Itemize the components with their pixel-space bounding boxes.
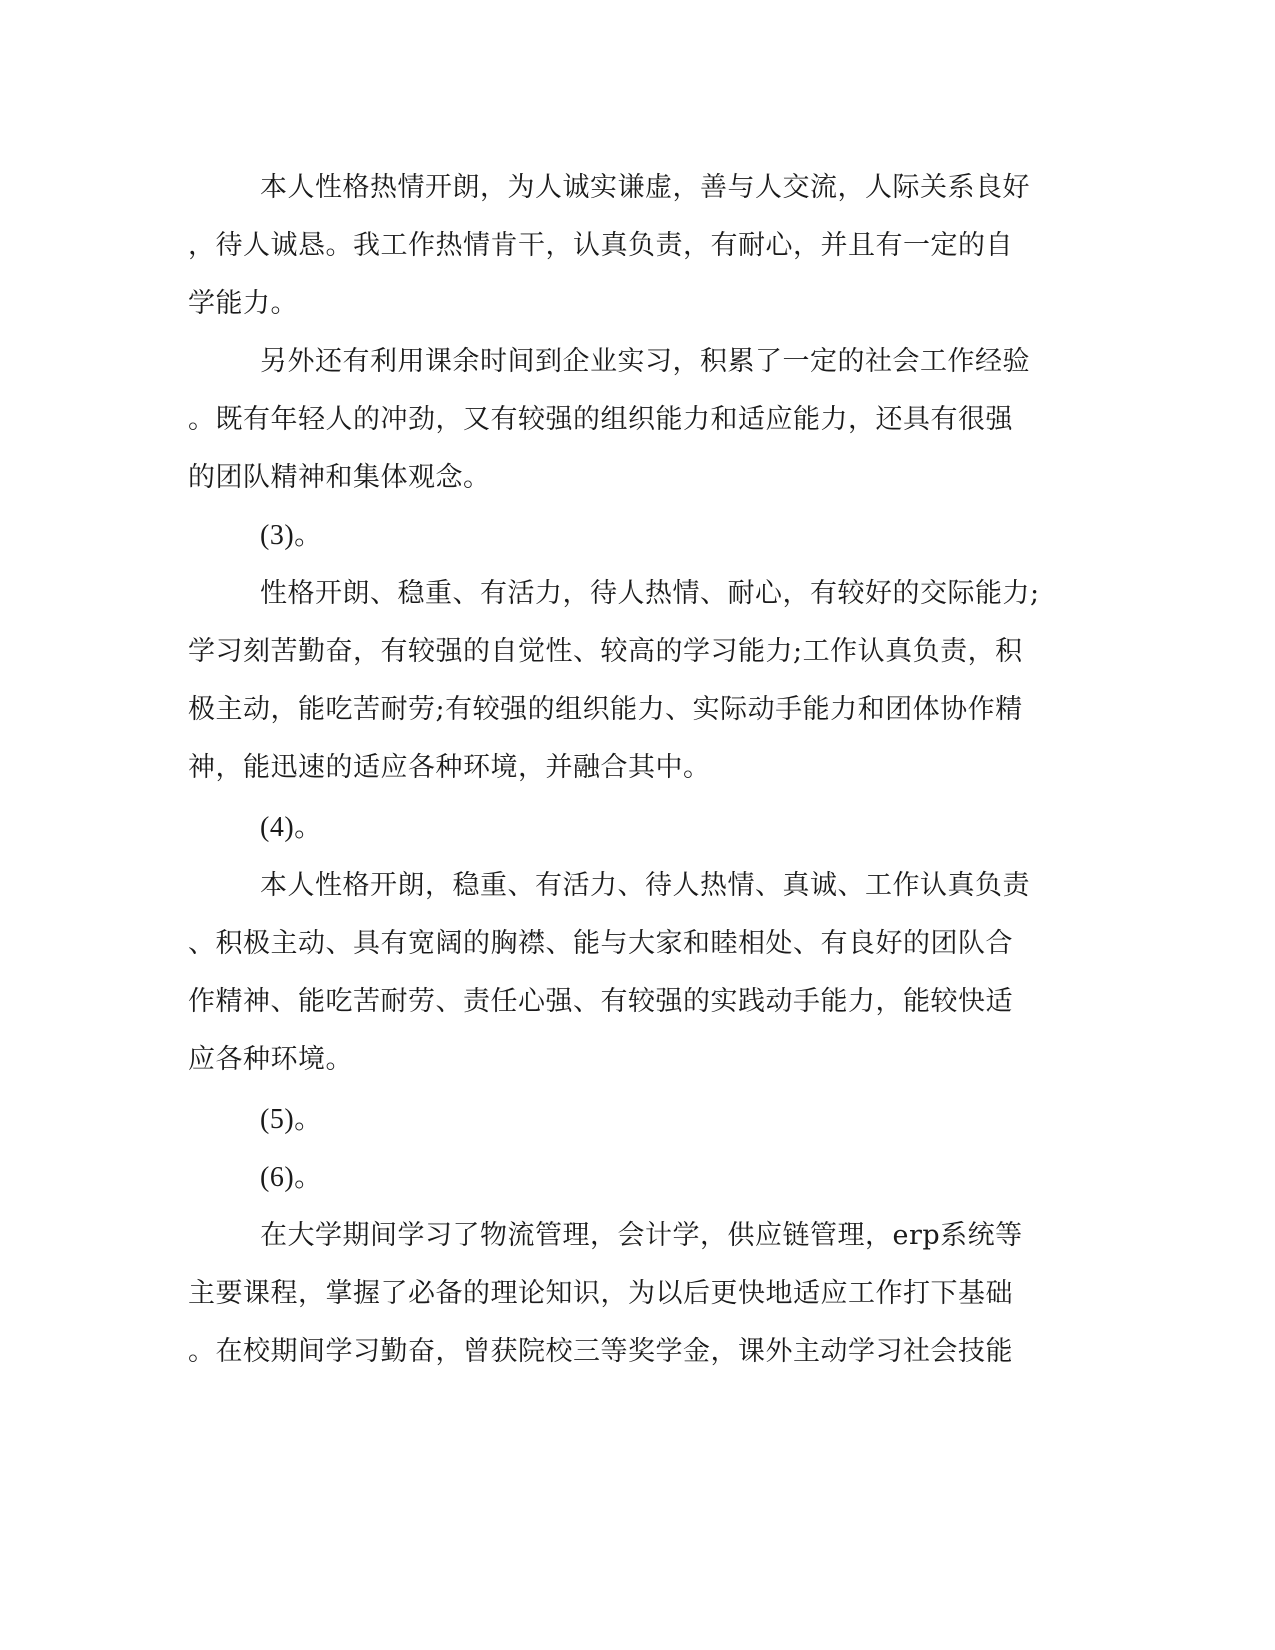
section-number-5: (5)。	[260, 1104, 323, 1135]
section-number-6: (6)。	[260, 1162, 323, 1193]
text-line	[0, 226, 1275, 266]
text-line	[0, 924, 1275, 964]
text-line	[0, 1274, 1275, 1314]
paragraph-4-line-3: 作精神、能吃苦耐劳、责任心强、有较强的实践动手能力，能较快适	[188, 986, 1013, 1017]
paragraph-5-line-1: 在大学期间学习了物流管理，会计学，供应链管理，erp系统等	[260, 1220, 1023, 1251]
paragraph-5-line-2: 主要课程，掌握了必备的理论知识，为以后更快地适应工作打下基础	[188, 1278, 1013, 1309]
paragraph-3-line-2: 学习刻苦勤奋，有较强的自觉性、较高的学习能力;工作认真负责，积	[188, 636, 1023, 667]
text-line	[0, 808, 1275, 848]
text-line	[0, 1332, 1275, 1372]
text-line	[0, 632, 1275, 672]
text-line	[0, 400, 1275, 440]
paragraph-2-line-1: 另外还有利用课余时间到企业实习，积累了一定的社会工作经验	[260, 346, 1030, 377]
paragraph-2-line-3: 的团队精神和集体观念。	[188, 462, 491, 493]
paragraph-4-line-2: 、积极主动、具有宽阔的胸襟、能与大家和睦相处、有良好的团队合	[188, 928, 1013, 959]
text-line	[0, 866, 1275, 906]
paragraph-3-line-1: 性格开朗、稳重、有活力，待人热情、耐心，有较好的交际能力;	[260, 578, 1040, 609]
text-line	[0, 748, 1275, 788]
text-line	[0, 516, 1275, 556]
text-line	[0, 168, 1275, 208]
paragraph-3-line-3: 极主动，能吃苦耐劳;有较强的组织能力、实际动手能力和团体协作精	[188, 694, 1023, 725]
text-line	[0, 1158, 1275, 1198]
text-line	[0, 1040, 1275, 1080]
text-line	[0, 1100, 1275, 1140]
text-line	[0, 342, 1275, 382]
paragraph-3-line-4: 神，能迅速的适应各种环境，并融合其中。	[188, 752, 711, 783]
paragraph-1-line-2: ，待人诚恳。我工作热情肯干，认真负责，有耐心，并且有一定的自	[188, 230, 1013, 261]
paragraph-2-line-2: 。既有年轻人的冲劲，又有较强的组织能力和适应能力，还具有很强	[188, 404, 1013, 435]
paragraph-4-line-4: 应各种环境。	[188, 1044, 353, 1075]
text-line	[0, 458, 1275, 498]
paragraph-5-line-3: 。在校期间学习勤奋，曾获院校三等奖学金，课外主动学习社会技能	[188, 1336, 1013, 1367]
text-line	[0, 690, 1275, 730]
section-number-4: (4)。	[260, 812, 323, 843]
paragraph-1-line-3: 学能力。	[188, 288, 298, 319]
section-number-3: (3)。	[260, 520, 323, 551]
text-line	[0, 574, 1275, 614]
text-line	[0, 982, 1275, 1022]
paragraph-1-line-1: 本人性格热情开朗，为人诚实谦虚，善与人交流，人际关系良好	[260, 172, 1030, 203]
text-line	[0, 284, 1275, 324]
text-line	[0, 1216, 1275, 1256]
paragraph-4-line-1: 本人性格开朗，稳重、有活力、待人热情、真诚、工作认真负责	[260, 870, 1030, 901]
